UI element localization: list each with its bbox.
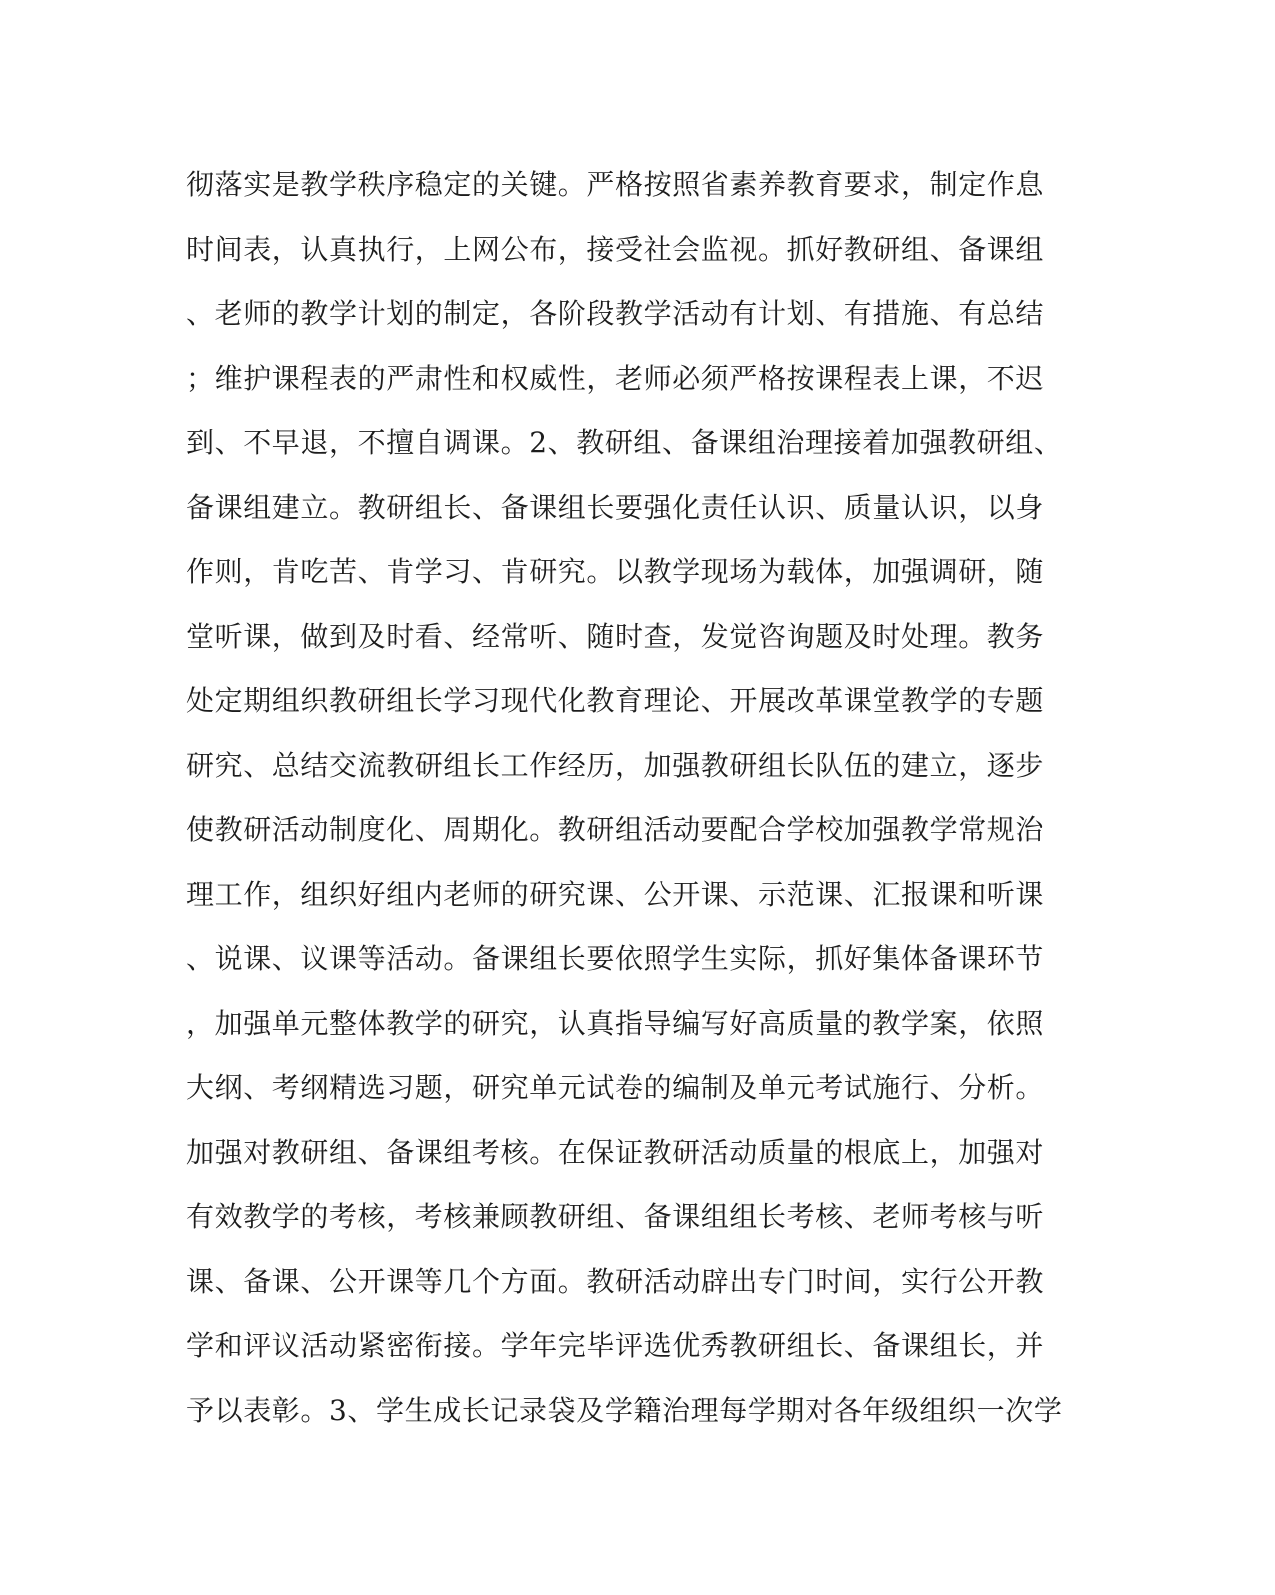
text-line: 作则，肯吃苦、肯学习、肯研究。以教学现场为载体，加强调研，随 <box>186 555 1045 588</box>
text-line: 课、备课、公开课等几个方面。教研活动辟出专门时间，实行公开教 <box>186 1264 1045 1298</box>
text-line: ，加强单元整体教学的研究，认真指导编写好高质量的教学案，依照 <box>186 1006 1045 1040</box>
text-line: 理工作，组织好组内老师的研究课、公开课、示范课、汇报课和听课 <box>186 877 1045 911</box>
text-line: 有效教学的考核，考核兼顾教研组、备课组组长考核、老师考核与听 <box>186 1200 1045 1233</box>
text-line: 、老师的教学计划的制定，各阶段教学活动有计划、有措施、有总结 <box>186 297 1045 330</box>
body-text <box>186 158 1086 1448</box>
text-line: 彻落实是教学秩序稳定的关键。严格按照省素养教育要求，制定作息 <box>186 168 1045 201</box>
text-line: 学和评议活动紧密衔接。学年完毕评选优秀教研组长、备课组长，并 <box>186 1329 1045 1362</box>
text-line: 处定期组织教研组长学习现代化教育理论、开展改革课堂教学的专题 <box>186 684 1045 717</box>
text-line: 加强对教研组、备课组考核。在保证教研活动质量的根底上，加强对 <box>186 1135 1045 1169</box>
text-line: 予以表彰。3、学生成长记录袋及学籍治理每学期对各年级组织一次学 <box>186 1393 1063 1427</box>
text-line: 、说课、议课等活动。备课组长要依照学生实际，抓好集体备课环节 <box>186 942 1045 975</box>
text-line: 堂听课，做到及时看、经常听、随时查，发觉咨询题及时处理。教务 <box>186 619 1045 653</box>
text-line: 到、不早退，不擅自调课。2、教研组、备课组治理接着加强教研组、 <box>186 426 1063 459</box>
text-line: ；维护课程表的严肃性和权威性，老师必须严格按课程表上课，不迟 <box>186 361 1045 395</box>
text-line: 大纲、考纲精选习题，研究单元试卷的编制及单元考试施行、分析。 <box>186 1071 1045 1104</box>
text-line: 研究、总结交流教研组长工作经历，加强教研组长队伍的建立，逐步 <box>186 748 1045 782</box>
text-line: 备课组建立。教研组长、备课组长要强化责任认识、质量认识，以身 <box>186 490 1045 524</box>
text-line: 时间表，认真执行，上网公布，接受社会监视。抓好教研组、备课组 <box>186 232 1045 266</box>
text-line: 使教研活动制度化、周期化。教研组活动要配合学校加强教学常规治 <box>186 813 1045 846</box>
